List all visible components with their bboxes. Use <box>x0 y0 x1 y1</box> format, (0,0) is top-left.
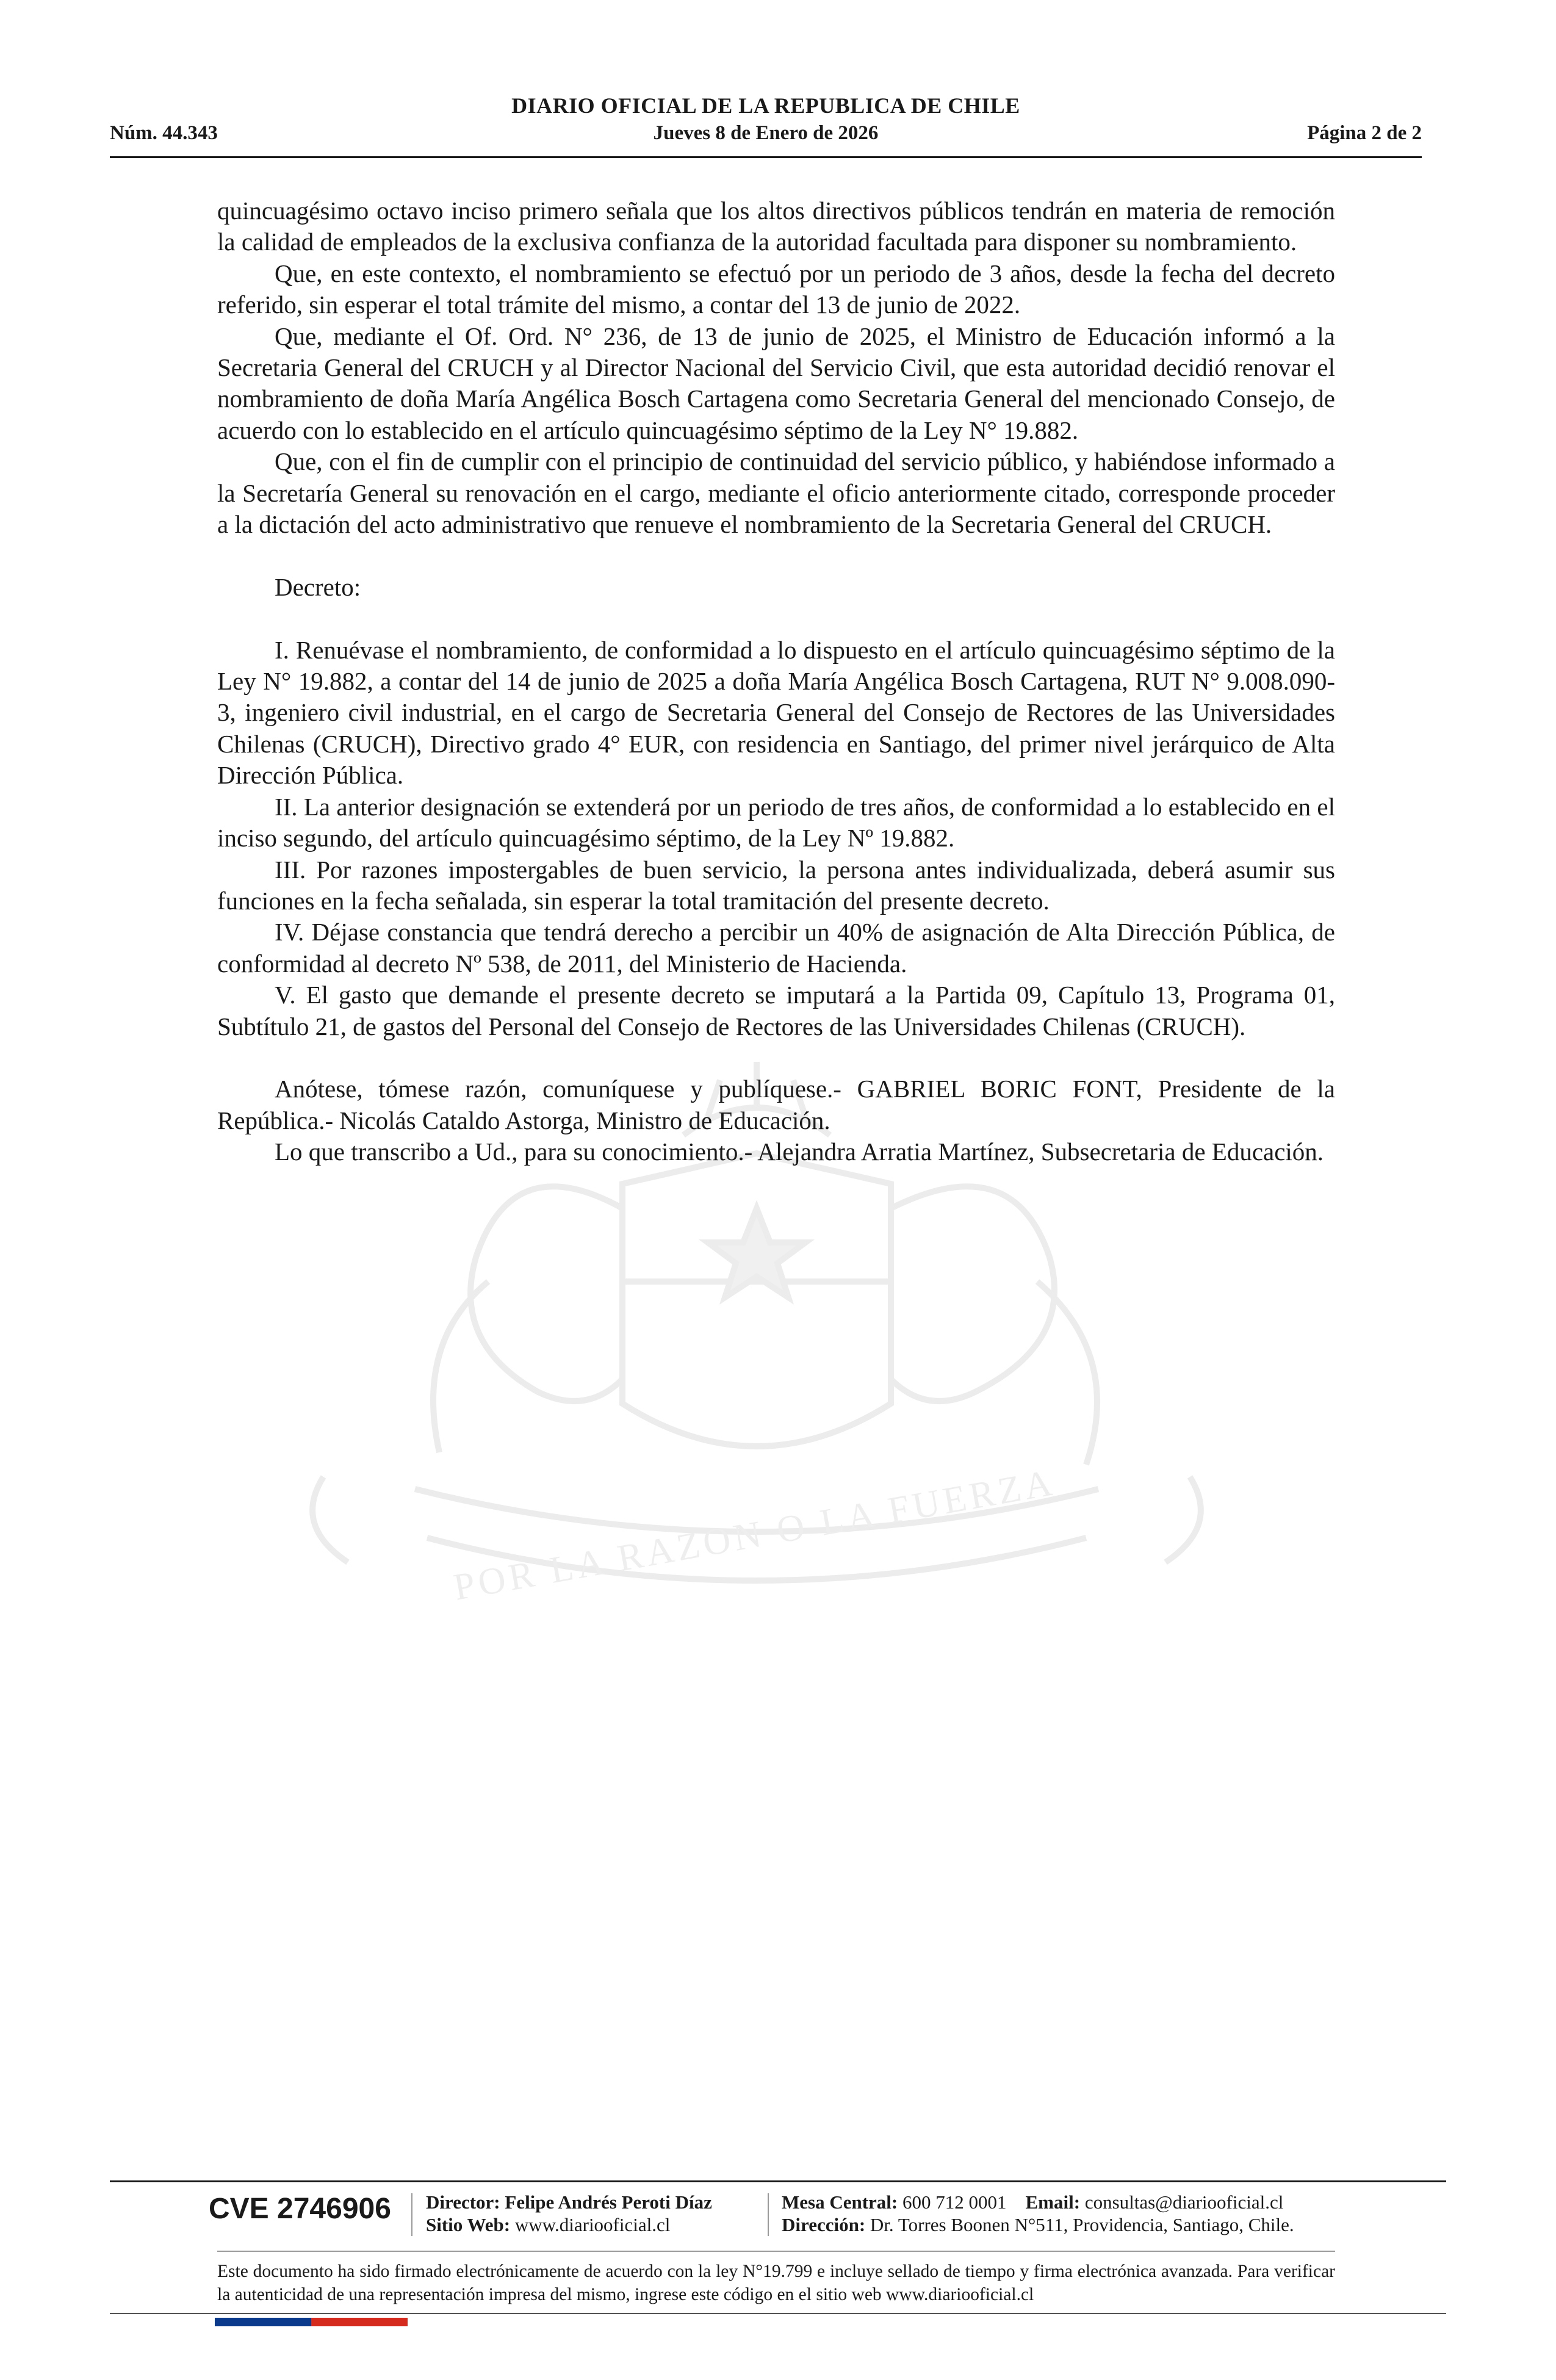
header-divider <box>110 156 1422 158</box>
director-name: Felipe Andrés Peroti Díaz <box>505 2191 712 2213</box>
footer-director-block <box>426 2191 712 2236</box>
footer-divider-bottom <box>110 2313 1446 2314</box>
issue-number: Núm. 44.343 <box>110 122 218 144</box>
page-indicator: Página 2 de 2 <box>1307 122 1422 144</box>
address-value: Dr. Torres Boonen N°511, Providencia, Santiago, Chile. <box>870 2214 1294 2235</box>
flag-red-segment <box>311 2318 408 2326</box>
issue-date: Jueves 8 de Enero de 2026 <box>653 122 879 144</box>
cve-code: CVE 2746906 <box>209 2193 391 2225</box>
paragraph: quincuagésimo octavo inciso primero señala que los altos directivos públicos tendrán en materia de remoción la calidad de empleados de la exclusiva confianza de la autoridad facultada para disponer su nombramiento. <box>217 197 1335 256</box>
page-header <box>110 93 1422 160</box>
phone-label: Mesa Central: <box>782 2191 898 2213</box>
footer-separator <box>768 2193 769 2236</box>
decree-heading: Decreto: <box>275 572 361 601</box>
newspaper-title: DIARIO OFICIAL DE LA REPUBLICA DE CHILE <box>511 93 1020 118</box>
footer-divider-top <box>110 2180 1446 2182</box>
watermark-motto: POR LA RAZON O LA FUERZA <box>450 1461 1059 1609</box>
email-address[interactable]: consultas@diariooficial.cl <box>1084 2191 1284 2213</box>
signature-paragraph: Anótese, tómese razón, comuníquese y publíquese.- GABRIEL BORIC FONT, Presidente de la República.- Nicolás Cataldo Astorga, Ministro de Educación. <box>217 1075 1335 1134</box>
phone-number: 600 712 0001 <box>902 2191 1007 2213</box>
flag-blue-segment <box>215 2318 311 2326</box>
website-link[interactable]: www.diariooficial.cl <box>514 2214 671 2235</box>
footer-contact-block <box>782 2191 1294 2236</box>
footer-separator <box>411 2193 412 2236</box>
article-iii: III. Por razones impostergables de buen servicio, la persona antes individualizada, deberá asumir sus funciones en la fecha señalada, sin esperar la total tramitación del presente decreto. <box>217 855 1335 915</box>
article-v: V. El gasto que demande el presente decreto se imputará a la Partida 09, Capítulo 13, Programa 01, Subtítulo 21, de gastos del Personal del Consejo de Rectores de las Universidades Chilenas (CRUCH). <box>217 981 1335 1040</box>
paragraph: Que, en este contexto, el nombramiento se efectuó por un periodo de 3 años, desde la fecha del decreto referido, sin esperar el total trámite del mismo, a contar del 13 de junio de 2022. <box>217 259 1335 319</box>
address-label: Dirección: <box>782 2214 866 2235</box>
decree-body <box>217 195 1335 1168</box>
page-footer <box>110 2191 1446 2252</box>
electronic-signature-disclaimer: Este documento ha sido firmado electrónicamente de acuerdo con la ley N°19.799 e incluye sellado de tiempo y firma electrónica avanzada. Para verificar la autenticidad de una representación impresa del mismo, ingrese este código en el sitio web www.diariooficial.cl <box>217 2262 1335 2304</box>
flag-color-bar <box>215 2318 408 2326</box>
email-label: Email: <box>1025 2191 1081 2213</box>
website-label: Sitio Web: <box>426 2214 511 2235</box>
paragraph: Que, con el fin de cumplir con el principio de continuidad del servicio público, y habiéndose informado a la Secretaría General su renovación en el cargo, mediante el oficio anteriormente citado, corresponde proceder a la dictación del acto administrativo que renueve el nombramiento de la Secretaria General del CRUCH. <box>217 447 1335 539</box>
footer-divider-mid <box>217 2251 1335 2252</box>
director-label: Director: <box>426 2191 500 2213</box>
article-iv: IV. Déjase constancia que tendrá derecho a percibir un 40% de asignación de Alta Dirección Pública, de conformidad al decreto Nº 538, de 2011, del Ministerio de Hacienda. <box>217 918 1335 978</box>
article-i: I. Renuévase el nombramiento, de conformidad a lo dispuesto en el artículo quincuagésimo séptimo de la Ley N° 19.882, a contar del 14 de junio de 2025 a doña María Angélica Bosch Cartagena, RUT N° 9.008.090-3, ingeniero civil industrial, en el cargo de Secretaria General del Consejo de Rectores de las Universidades Chilenas (CRUCH), Directivo grado 4° EUR, con residencia en Santiago, del primer nivel jerárquico de Alta Dirección Pública. <box>217 635 1335 790</box>
article-ii: II. La anterior designación se extenderá por un periodo de tres años, de conformidad a lo establecido en el inciso segundo, del artículo quincuagésimo séptimo, de la Ley Nº 19.882. <box>217 792 1335 853</box>
transcription-paragraph: Lo que transcribo a Ud., para su conocimiento.- Alejandra Arratia Martínez, Subsecretaria de Educación. <box>275 1138 1324 1166</box>
paragraph: Que, mediante el Of. Ord. N° 236, de 13 de junio de 2025, el Ministro de Educación informó a la Secretaria General del CRUCH y al Director Nacional del Servicio Civil, que esta autoridad decidió renovar el nombramiento de doña María Angélica Bosch Cartagena como Secretaria General del mencionado Consejo, de acuerdo con lo establecido en el artículo quincuagésimo séptimo de la Ley N° 19.882. <box>217 322 1335 444</box>
